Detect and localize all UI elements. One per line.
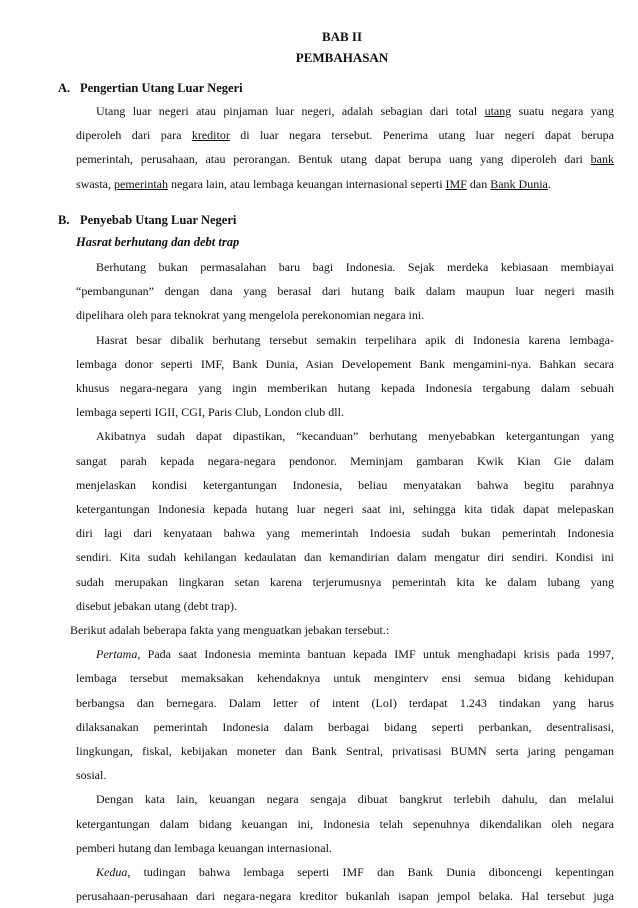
chapter-number: BAB II [321,29,363,44]
text-line: diri lagi dari kenyataan bahwa yang memerintah Indoesia sudah bukan pemerintah Indonesia [76,526,614,541]
text-line: Hasrat besar dibalik berhutang tersebut semakin terpelihara apik di Indonesia karena lembaga- [96,332,614,347]
text-line: swasta, pemerintah negara lain, atau lembaga keuangan internasional seperti IMF dan Bank Dunia. [76,176,551,191]
italic-lead: Pertama [96,647,138,662]
text-line: ketergantungan dalam bidang keuangan ini, Indonesia telah sepenuhnya dikendalikan oleh negara [76,816,614,831]
text-line: ketergantungan Indonesia kepada hutang luar negeri saat ini, sehingga kita tidak dapat melepaskan [76,502,614,517]
section-a-paragraph [76,99,614,196]
text-line: berbangsa dan bernegara. Dalam letter of intent (LoI) terdapat 1.243 tindakan yang harus [76,695,614,710]
text-line: Akibatnya sudah dapat dipastikan, “kecanduan” berhutang menyebabkan ketergantungan yang [96,429,614,444]
text-line: dipelihara oleh para teknokrat yang mengelola perekonomian negara ini. [76,308,425,323]
text-line: lembaga tersebut memaksakan kehendaknya untuk menginterv ensi semua bidang kehidupan [76,671,614,686]
section-a-heading [58,78,243,98]
text-line: disebut jebakan utang (debt trap). [76,598,237,613]
text-line: Dengan kata lain, keuangan negara sengaja dibuat bangkrut terlebih dahulu, dan melalui [96,792,614,807]
text-line: lingkungan, fiskal, kebijakan moneter dan Bank Sentral, privatisasi BUMN serta jaring pengaman [76,744,614,759]
section-b-title: Penyebab Utang Luar Negeri [80,213,237,227]
text-line: sosial. [76,768,107,783]
section-b-body [70,255,614,908]
text-line: Berikut adalah beberapa fakta yang menguatkan jebakan tersebut.: [70,623,390,638]
text-line: dilaksanakan pemerintah Indonesia dalam berbagai bidang seperti perbankan, desentralisasi, [76,719,614,734]
text-line: Utang luar negeri atau pinjaman luar negeri, adalah sebagian dari total utang suatu negara yang [96,104,614,118]
section-b-subtitle: Hasrat berhutang dan debt trap [76,235,240,249]
text-line: pemberi hutang dan lembaga keuangan internasional. [76,840,332,855]
link-bank-dunia[interactable]: Bank Dunia [490,176,548,191]
text-line: diperoleh dari para kreditor di luar negara tersebut. Penerima utang luar negeri dapat berupa [76,128,615,143]
section-a-letter: A. [58,81,71,95]
link-kreditor[interactable]: kreditor [191,128,230,143]
text-line: sendiri. Kita sudah kehilangan kedaulatan dan kemandirian dalam mengatur diri sendiri. Kondisi ini [76,550,614,565]
text-line: lembaga donor seperti IMF, Bank Dunia, Asian Developement Bank mengamini-nya. Bahkan secara [76,356,614,371]
link-bank[interactable]: bank [590,152,614,167]
section-a-title: Pengertian Utang Luar Negeri [80,81,243,95]
text-line: perusahaan-perusahaan dari negara-negara kreditor bukanlah isapan jempol belaka. Hal tersebut juga [76,889,614,904]
text-line: menjelaskan kondisi ketergantungan Indonesia, beliau menyatakan bahwa begitu parahnya [76,477,614,492]
text-line: khusus negara-negara yang ingin memberikan hutang kepada Indonesia tergabung dalam sebuah [76,381,614,396]
text-line: Pertama, Pada saat Indonesia meminta bantuan kepada IMF untuk menghadapi krisis pada 1997, [96,647,614,662]
link-utang[interactable]: utang [484,104,512,118]
text-line: pemerintah, perusahaan, atau perorangan. Bentuk utang dapat berupa uang yang diperoleh dari bank [76,152,614,167]
text-line: “pembangunan” dengan dana yang berasal dari hutang baik dalam maupun luar negeri masih [76,284,614,299]
italic-lead: Kedua [96,865,128,880]
text-line: Berhutang bukan permasalahan baru bagi Indonesia. Sejak merdeka kebiasaan membiayai [96,260,614,274]
text-line: sudah merupakan lingkaran setan karena terjerumusnya pemerintah kita ke dalam lubang yang [76,574,614,589]
text-line: lembaga seperti IGII, CGI, Paris Club, London club dll. [76,405,344,420]
text-line: sangat parah kepada negara-negara pendonor. Meminjam gambaran Kwik Kian Gie dalam [76,453,614,468]
link-imf[interactable]: IMF [445,176,467,191]
section-b-heading [58,210,236,230]
text-line: Kedua, tudingan bahwa lembaga seperti IMF dan Bank Dunia diboncengi kepentingan [96,865,614,880]
section-b-letter: B. [58,213,70,227]
link-pemerintah[interactable]: pemerintah [114,176,168,191]
chapter-title: PEMBAHASAN [295,50,389,65]
